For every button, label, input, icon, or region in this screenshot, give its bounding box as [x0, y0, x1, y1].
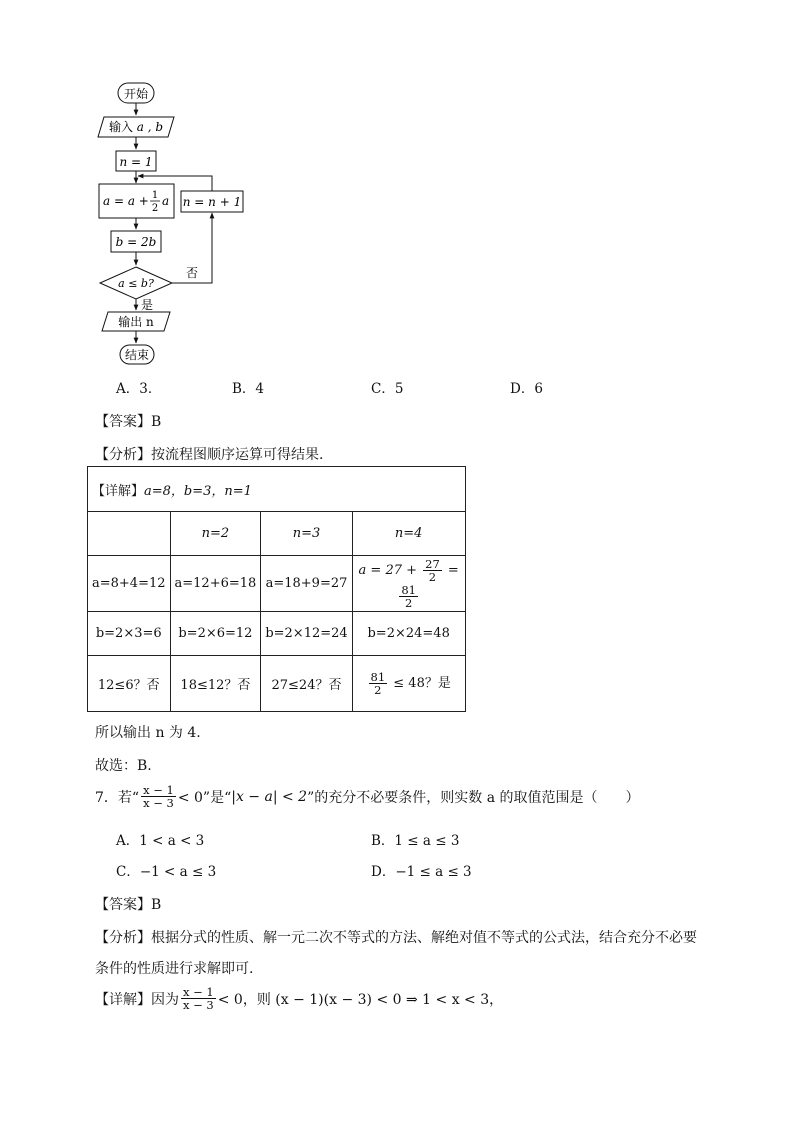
increment-label: n = n + 1	[182, 195, 242, 209]
output-label: 输出 n	[118, 315, 154, 329]
table-col-head: n=2	[170, 512, 261, 556]
table-cell: 18≤12？否	[170, 656, 261, 712]
no-label: 否	[186, 266, 199, 280]
q7-detail: 【详解】 因为 $\frac{x - 1}{x - 3}$ < 0，则 (x − 1)(x − 3) < 0 ⇒ 1 < x < 3，	[95, 985, 504, 1013]
table-cell: $\frac{81}{2}$ ≤ 48？是	[352, 656, 465, 712]
yes-label: 是	[141, 298, 154, 312]
q6-option-b: B．4	[232, 381, 265, 397]
q6-analysis: 【分析】按流程图顺序运算可得结果.	[95, 447, 324, 463]
q7-analysis-cont: 条件的性质进行求解即可.	[95, 961, 254, 977]
table-cell: b=2×3=6	[88, 612, 171, 656]
table-cell: a = 27 + $\frac{27}{2}$ = $\frac{81}{2}$	[352, 556, 465, 612]
input-label: 输入 a , b	[108, 120, 164, 134]
choice: 故选：B.	[95, 758, 152, 774]
q7-option-a: A．1 < a < 3	[116, 833, 205, 849]
table-cell: a=8+4=12	[88, 556, 171, 612]
assign-a-left: a = a +	[103, 194, 149, 208]
q7-stem: 7．若“ $\frac{x - 1}{x - 3}$ < 0”是“ |x − a| < 2 ”的充分不必要条件，则实数 a 的取值范围是（ ）	[95, 783, 640, 811]
assign-a-frac-num: 1	[151, 190, 159, 201]
table-cell: b=2×12=24	[261, 612, 352, 656]
q7-answer: 【答案】B	[95, 897, 162, 913]
table-col-head: n=4	[352, 512, 465, 556]
table-cell: a=12+6=18	[170, 556, 261, 612]
flowchart	[0, 0, 300, 380]
q6-option-a: A．3．	[116, 381, 162, 397]
table-cell: b=2×6=12	[170, 612, 261, 656]
table-col-head: n=3	[261, 512, 352, 556]
assign-a-frac-den: 2	[151, 203, 159, 214]
table-cell-empty	[88, 512, 171, 556]
start-label: 开始	[123, 87, 149, 101]
table-cell: b=2×24=48	[352, 612, 465, 656]
q7-option-d: D．−1 ≤ a ≤ 3	[371, 864, 472, 880]
q7-option-c: C．−1 < a ≤ 3	[116, 864, 217, 880]
table-header: 【详解】a=8，b=3，n=1	[88, 467, 466, 512]
condition-label: a ≤ b?	[118, 277, 154, 290]
table-cell: a=18+9=27	[261, 556, 352, 612]
detail-table	[87, 466, 466, 712]
conclusion: 所以输出 n 为 4.	[95, 725, 201, 741]
end-label: 结束	[124, 348, 150, 362]
q7-option-b: B．1 ≤ a ≤ 3	[371, 833, 460, 849]
assign-b-label: b = 2b	[115, 235, 157, 249]
table-cell: 12≤6？否	[88, 656, 171, 712]
init-label: n = 1	[119, 155, 153, 169]
q7-analysis: 【分析】根据分式的性质、解一元二次不等式的方法、解绝对值不等式的公式法，结合充分不必要	[95, 930, 697, 946]
q6-answer: 【答案】B	[95, 414, 162, 430]
q6-option-c: C．5	[371, 381, 404, 397]
assign-a-right: a	[162, 194, 170, 208]
table-cell: 27≤24？否	[261, 656, 352, 712]
q6-option-d: D．6	[510, 381, 543, 397]
